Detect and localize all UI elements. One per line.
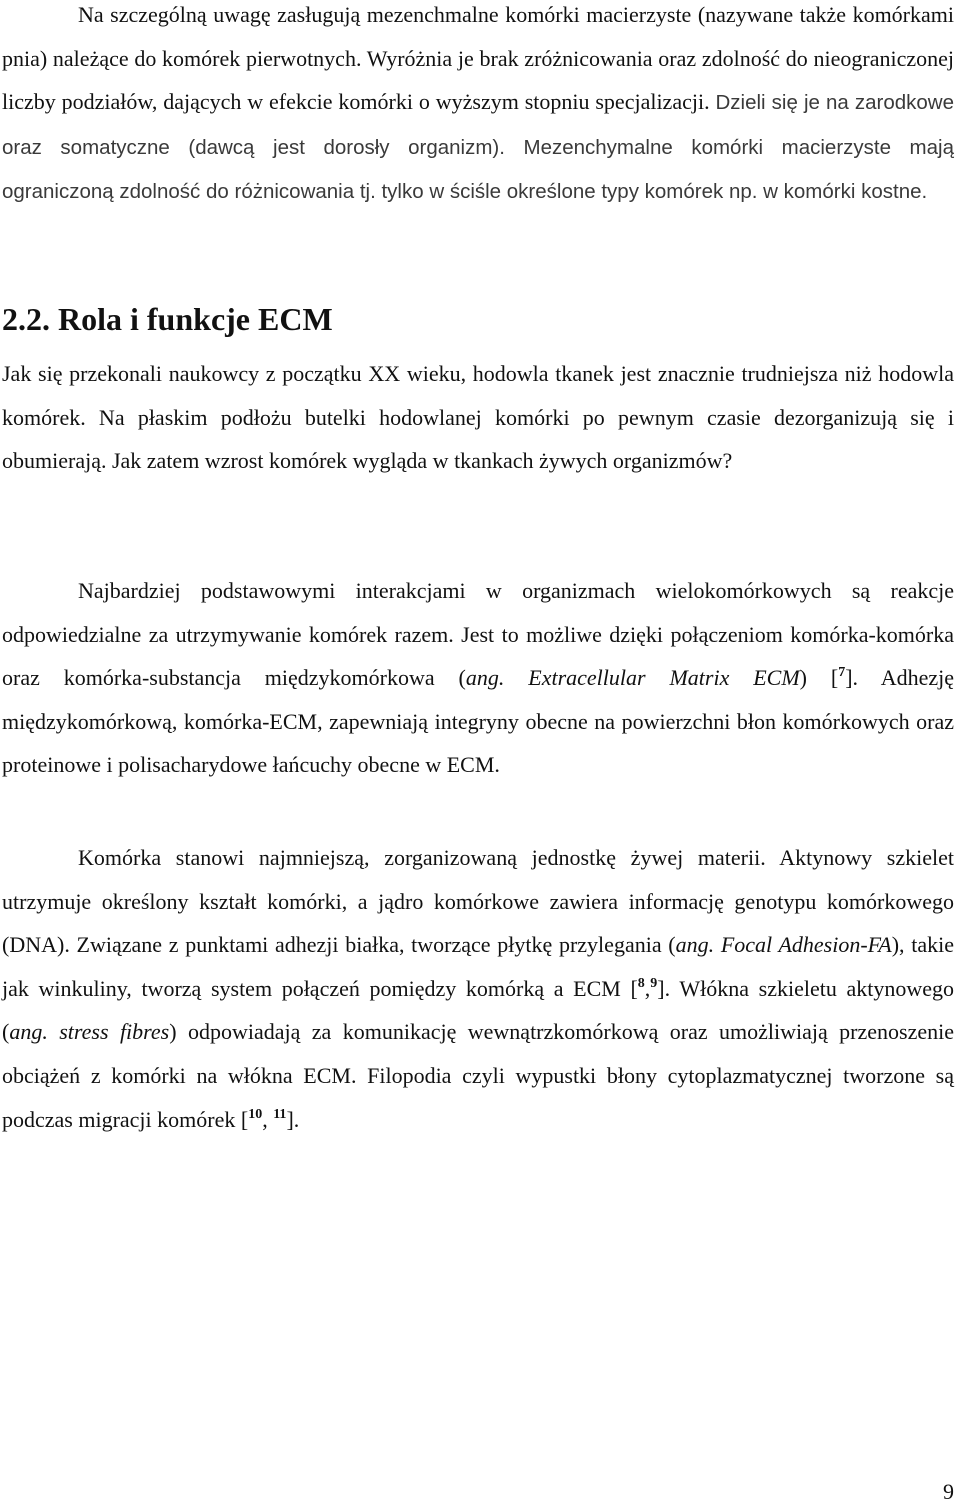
paragraph-4-text-b: ), takie jak winkuliny, tworzą system połączeń pomiędzy komórką a ECM [ [2,932,954,1001]
paragraph-mesenchymal-stem-cells [2,0,954,214]
paragraph-cell-structure [2,836,954,1141]
section-heading: 2.2. Rola i funkcje ECM [2,301,333,337]
paragraph-4-text-a: Komórka stanowi najmniejszą, zorganizowaną jednostkę żywej materii. Aktynowy szkielet utrzymuje określony kształt komórki, a jądro komórkowe zawiera informację genotypu komórkowego (DNA). Związane z punktami adhezji białka, tworzące płytkę przylegania ( [2,845,954,958]
paragraph-cell-interactions [2,569,954,787]
paragraph-3-text-c: ]. Adhezję międzykomórkową, komórka-ECM, zapewniają integryny obecne na powierzchni błon komórkowych oraz proteinowe i polisacharydowe łańcuchy obecne w ECM. [2,665,955,778]
citation-8: 8 [637,975,645,991]
paragraph-1-serif-text: Na szczególną uwagę zasługują mezenchmalne komórki macierzyste (nazywane także komórkami pnia) należące do komórek pierwotnych. Wyróżnia je brak zróżnicowania oraz zdolność do nieograniczonej liczby podziałów, dających w efekcie komórki o wyższym stopniu specjalizacji. [2,2,954,115]
citation-11: 11 [273,1106,287,1122]
paragraph-4-text-e: ]. [286,1106,300,1132]
citation-separator-a: , [644,975,651,1001]
citation-10: 10 [248,1106,263,1122]
paragraph-ecm-intro: Jak się przekonali naukowcy z początku XX wieku, hodowla tkanek jest znacznie trudniejsza niż hodowla komórek. Na płaskim podłożu butelki hodowlanej komórki po pewnym czasie dezorganizują się i obumierają. Jak zatem wzrost komórek wygląda w tkankach żywych organizmów? [2,361,954,474]
paragraph-4-text-c: ]. Włókna szkieletu aktynowego ( [2,975,954,1045]
paragraph-4-english-term-stress-fibres: ang. stress fibres [9,1019,170,1045]
page-number: 9 [943,1479,954,1504]
paragraph-3-english-term: ang. Extracellular Matrix ECM [465,665,800,691]
citation-separator-b: , [262,1106,274,1132]
paragraph-3-text-b: ) [ [799,665,839,691]
citation-7: 7 [838,665,846,681]
paragraph-1-sans-text: Dzieli się je na zarodkowe oraz somatyczne (dawcą jest dorosły organizm). Mezenchymalne komórki macierzyste mają ograniczoną zdolność do różnicowania tj. tylko w ściśle określone typy komórek np. w komórki kostne. [2,91,954,204]
citation-9: 9 [650,975,658,991]
paragraph-3-text-a: Najbardziej podstawowymi interakcjami w organizmach wielokomórkowych są reakcje odpowiedzialne za utrzymywanie komórek razem. Jest to możliwe dzięki połączeniom komórka-komórka oraz komórka-substancja międzykomórkowa ( [2,578,954,691]
paragraph-4-text-d: ) odpowiadają za komunikację wewnątrzkomórkową oraz umożliwiają przenoszenie obciążeń z komórki na włókna ECM. Filopodia czyli wypustki błony cytoplazmatycznej tworzone są podczas migracji komórek [ [2,1019,954,1132]
paragraph-4-english-term-fa: ang. Focal Adhesion-FA [675,932,892,958]
